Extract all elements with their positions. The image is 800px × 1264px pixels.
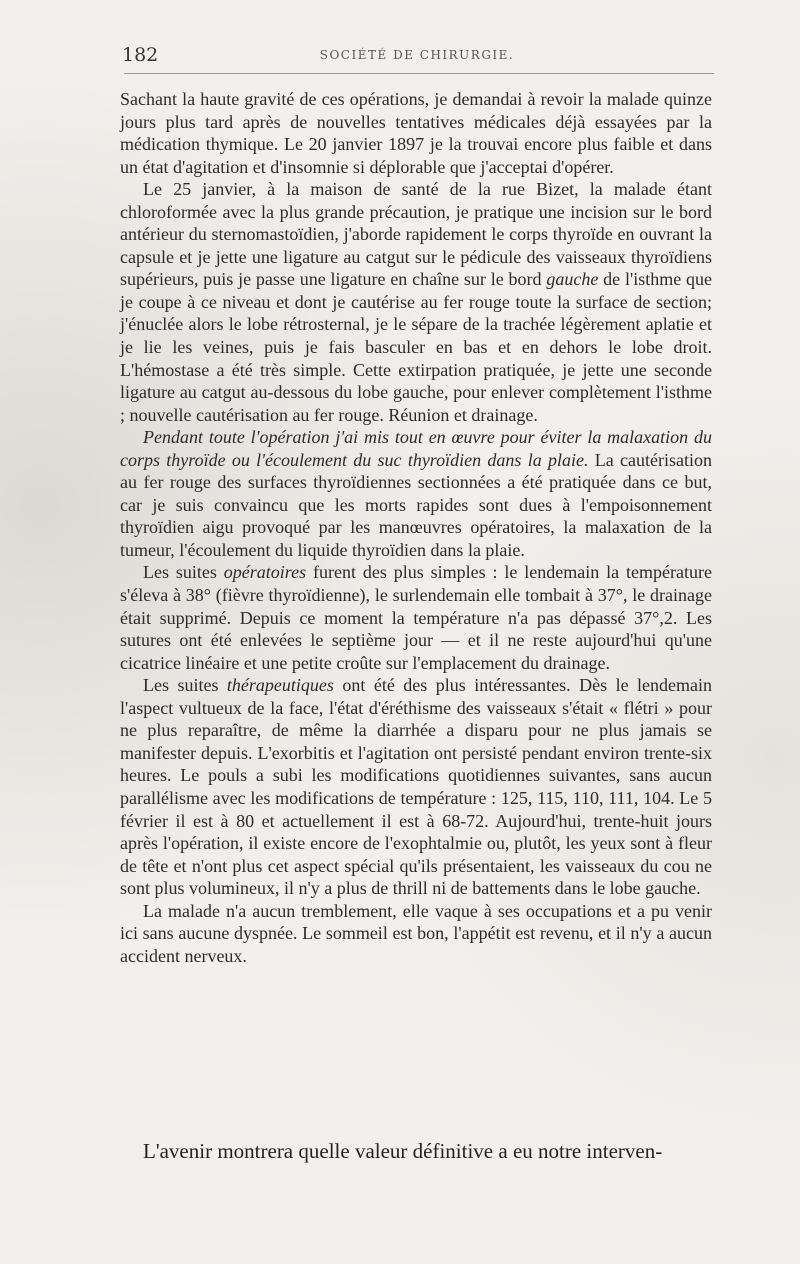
paragraph-2-text-end: de l'isthme que je coupe à ce niveau et dont je cautérise au fer rouge toute la surface de section; j'énuclée alors le lobe rétrosternal, je le sépare de la trachée légèrement aplatie et je lie les veines, puis je fais basculer en bas et en dehors le lobe droit. L'hémostase a été très simple. Cette extirpation pratiquée, je jette une seconde ligature au catgut au-dessous du lobe gauche, pour enlever complètement l'isthme ; nouvelle cautérisation au fer rouge. Réunion et drainage.	[120, 269, 712, 425]
paragraph-4-text-end: furent des plus simples : le lendemain la température s'éleva à 38° (fièvre thyroïdienne), le surlendemain elle tombait à 37°, le drainage était supprimé. Depuis ce moment la température n'a pas dépassé 37°,2. Les sutures ont été enlevées le septième jour — et il ne reste aujourd'hui qu'une cicatrice linéaire et une petite croûte sur l'emplacement du drainage.	[120, 562, 712, 673]
page-header	[122, 44, 712, 70]
paragraph-4-italic: opératoires	[223, 562, 307, 583]
paragraph-2-italic: gauche	[546, 269, 599, 290]
paragraph-1	[120, 88, 712, 178]
paragraph-4	[120, 561, 712, 674]
paragraph-5-text-end: ont été des plus intéressantes. Dès le lendemain l'aspect vultueux de la face, l'état d'éréthisme des vaisseaux s'était « flétri » pour ne plus reparaître, de même la diarrhée a disparu pour ne plus jamais se manifester depuis. L'exorbitis et l'agitation ont persisté pendant environ trente-six heures. Le pouls a subi les modifications quotidiennes suivantes, sans aucun parallélisme avec les modifications de température : 125, 115, 110, 111, 104. Le 5 février il est à 80 et actuellement il est à 68-72. Aujourd'hui, trente-huit jours après l'opération, il existe encore de l'exophtalmie ou, plutôt, les yeux sont à fleur de tête et n'ont plus cet aspect spécial qu'ils présentaient, les vaisseaux du cou ne sont plus volumineux, il n'y a plus de thrill ni de battements dans le lobe gauche.	[120, 675, 712, 899]
body-text	[120, 88, 712, 967]
paragraph-3-italic: Pendant toute l'opération j'ai mis tout en œuvre pour éviter la malaxation du corps thyroïde ou l'écoulement du suc thyroïdien dans la plaie.	[120, 427, 712, 470]
running-title: SOCIÉTÉ DE CHIRURGIE.	[319, 48, 515, 62]
paragraph-3	[120, 426, 712, 561]
paragraph-6	[120, 900, 712, 968]
paragraph-5-text: Les suites	[143, 675, 227, 696]
paragraph-3-text-end: La cautérisation au fer rouge des surfaces thyroïdiennes sectionnées a été pratiquée dans ce but, car je suis convaincu que les morts rapides sont dues à l'empoisonnement thyroïdien aigu provoqué par les manœuvres opératoires, la malaxation de la tumeur, l'écoulement du liquide thyroïdien dans la plaie.	[120, 449, 712, 560]
paragraph-5	[120, 674, 712, 899]
paragraph-2	[120, 178, 712, 426]
paragraph-6-text: La malade n'a aucun tremblement, elle vaque à ses occupations et a pu venir ici sans aucune dyspnée. Le sommeil est bon, l'appétit est revenu, et il n'y a aucun accident nerveux.	[120, 900, 712, 966]
paragraph-2-text: Le 25 janvier, à la maison de santé de la rue Bizet, la malade étant chloroformée avec la plus grande précaution, je pratique une incision sur le bord antérieur du sternomastoïdien, j'aborde rapidement le corps thyroïde en ouvrant la capsule et je jette une ligature au catgut sur le pédicule des vaisseaux thyroïdiens supérieurs, puis je passe une ligature en chaîne sur le bord	[120, 179, 712, 290]
paragraph-4-text: Les suites	[143, 562, 224, 583]
header-rule	[124, 73, 714, 74]
paragraph-1-text: Sachant la haute gravité de ces opérations, je demandai à revoir la malade quinze jours plus tard après de nouvelles tentatives médicales déjà essayées par la médication thymique. Le 20 janvier 1897 je la trouvai encore plus faible et dans un état d'agitation et d'insomnie si déplorable que j'acceptai d'opérer.	[120, 89, 712, 177]
page-number: 182	[122, 44, 159, 66]
paragraph-5-italic: thérapeutiques	[226, 675, 334, 696]
final-line: L'avenir montrera quelle valeur définitive a eu notre interven-	[143, 1139, 663, 1163]
